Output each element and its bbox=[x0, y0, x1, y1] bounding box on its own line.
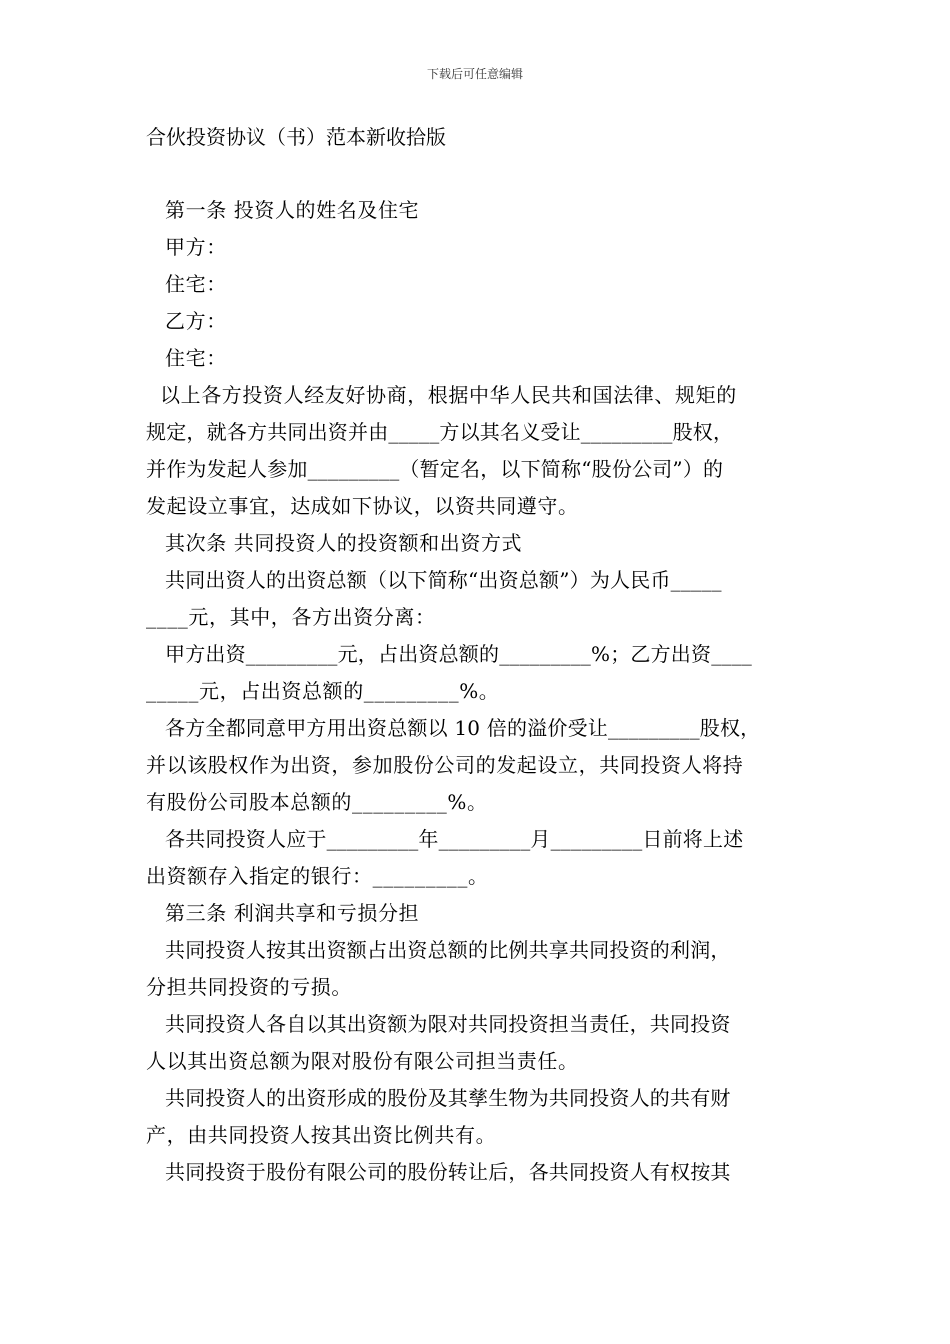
page-header-note: 下载后可任意编辑 bbox=[426, 67, 523, 81]
party-b-label: 乙方： bbox=[165, 309, 227, 333]
document-title: 合伙投资协议（书）范本新收拾版 bbox=[146, 125, 446, 149]
paragraph-line: 共同出资人的出资总额（以下简称“出资总额”）为人民币_____ bbox=[165, 568, 722, 592]
paragraph-line: 发起设立事宜，达成如下协议，以资共同遵守。 bbox=[146, 494, 579, 518]
party-b-address-label: 住宅： bbox=[165, 346, 227, 370]
paragraph-line: 共同投资人各自以其出资额为限对共同投资担当责任，共同投资 bbox=[165, 1012, 731, 1036]
paragraph-line: 共同投资人的出资形成的股份及其孳生物为共同投资人的共有财 bbox=[165, 1086, 731, 1110]
paragraph-line: 有股份公司股本总额的_________%。 bbox=[146, 790, 488, 814]
party-a-label: 甲方： bbox=[165, 235, 227, 259]
paragraph-line: 规定，就各方共同出资并由_____方以其名义受让_________股权， bbox=[146, 420, 734, 444]
paragraph-line: 并作为发起人参加_________（暂定名，以下简称“股份公司”）的 bbox=[146, 457, 724, 481]
article-3-heading: 第三条 利润共享和亏损分担 bbox=[165, 901, 420, 925]
paragraph-line: 出资额存入指定的银行：_________。 bbox=[146, 864, 489, 888]
paragraph-line: 以上各方投资人经友好协商，根据中华人民共和国法律、规矩的 bbox=[160, 383, 737, 407]
paragraph-line: 共同投资于股份有限公司的股份转让后，各共同投资人有权按其 bbox=[165, 1160, 731, 1184]
paragraph-line: _____元，占出资总额的_________%。 bbox=[146, 679, 500, 703]
paragraph-line: 甲方出资_________元，占出资总额的_________%；乙方出资____ bbox=[165, 642, 753, 666]
paragraph-line: 各方全都同意甲方用出资总额以 10 倍的溢价受让_________股权， bbox=[165, 716, 761, 740]
paragraph-line: 产，由共同投资人按其出资比例共有。 bbox=[146, 1123, 497, 1147]
paragraph-line: 人以其出资总额为限对股份有限公司担当责任。 bbox=[146, 1049, 579, 1073]
paragraph-line: 分担共同投资的亏损。 bbox=[146, 975, 352, 999]
article-2-heading: 其次条 共同投资人的投资额和出资方式 bbox=[165, 531, 523, 555]
article-1-heading: 第一条 投资人的姓名及住宅 bbox=[165, 198, 420, 222]
paragraph-line: 各共同投资人应于_________年_________月_________日前将上述 bbox=[165, 827, 744, 851]
party-a-address-label: 住宅： bbox=[165, 272, 227, 296]
paragraph-line: ____元，其中，各方出资分离： bbox=[146, 605, 436, 629]
paragraph-line: 并以该股权作为出资，参加股份公司的发起设立，共同投资人将持 bbox=[146, 753, 744, 777]
paragraph-line: 共同投资人按其出资额占出资总额的比例共享共同投资的利润， bbox=[165, 938, 731, 962]
